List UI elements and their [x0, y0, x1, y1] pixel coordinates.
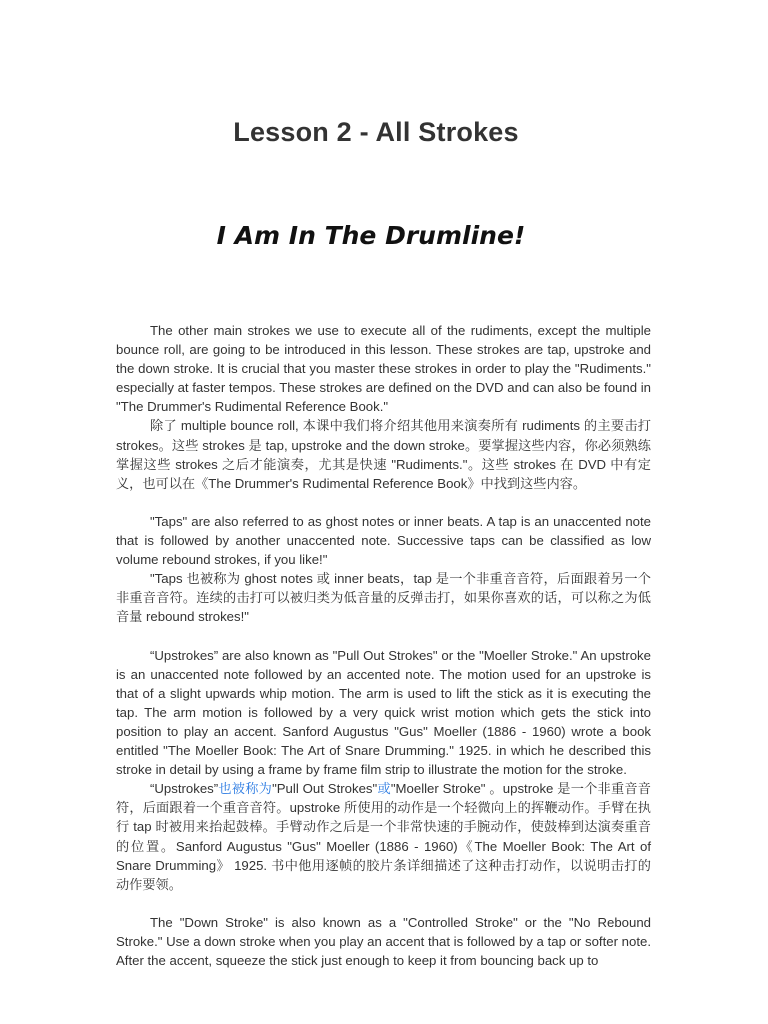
paragraph-gap: [116, 627, 651, 646]
text-run: "Pull Out Strokes": [272, 781, 378, 797]
paragraph-taps-intro-zh: 除了 multiple bounce roll, 本课中我们将介绍其他用来演奏所有 rudiments 的主要击打 strokes。这些 strokes 是 tap, upstroke and the down stroke。要掌握这些内容，你必须熟练掌握这些 strokes 之后才能演奏，尤其是快速 "Rudiments."。这些 strokes 在 DVD 中有定义，也可以在《The Drummer's Rudimental Reference Book》中找到这些内容。: [116, 418, 651, 491]
text-run: “Upstrokes”: [150, 781, 219, 797]
paragraph-upstrokes-en: “Upstrokes” are also known as "Pull Out Strokes" or the "Moeller Stroke." An upstroke is an unaccented note followed by an accented note. The motion used for an upstroke is that of a slight upwards whip motion. The arm is used to lift the stick as it is executing the tap. The arm motion is followed by a very quick wrist motion which gets the stick into position to play an accent. Sanford Augustus "Gus" Moeller (1886 - 1960) wrote a book entitled "The Moeller Book: The Art of Snare Drumming." 1925. in which he described this stroke in detail by using a frame by frame film strip to illustrate the motion for the stroke.: [116, 647, 651, 778]
document-body: [116, 321, 651, 970]
text-run: "Moeller Stroke": [390, 781, 490, 797]
paragraph-taps-intro-en: The other main strokes we use to execute all of the rudiments, except the multiple bounce roll, are going to be introduced in this lesson. These strokes are tap, upstroke and the down stroke. It is crucial that you master these strokes in order to play the "Rudiments." especially at faster tempos. These strokes are defined on the DVD and can also be found in "The Drummer's Rudimental Reference Book.": [116, 323, 651, 415]
text-run: 。upstroke 是一个非重音音符，后面跟着一个重音音符。upstroke 所使用的动作是一个轻微向上的挥鞭动作。手臂在执行 tap 时被用来抬起鼓棒。手臂动作之后是一个非常快速的手腕动作，使鼓棒到达演奏重音的位置。Sanford Augustus "Gus" Moeller (1886 - 1960)《The Moeller Book: The Art of Snare Drumming》 1925. 书中他用逐帧的胶片条详细描述了这种击打动作，以说明击打的动作要领。: [116, 781, 651, 892]
paragraph-upstrokes-zh: [116, 779, 651, 894]
paragraph-taps-zh: "Taps 也被称为 ghost notes 或 inner beats，tap 是一个非重音音符，后面跟着另一个非重音音符。连续的击打可以被归类为低音量的反弹击打，如果你喜欢的话，可以称之为低音量 rebound strokes!": [116, 571, 651, 625]
paragraph-gap: [116, 493, 651, 512]
highlighted-text: 或: [377, 781, 391, 797]
paragraph-taps-en: "Taps" are also referred to as ghost notes or inner beats. A tap is an unaccented note that is followed by another unaccented note. Successive taps can be classified as low volume rebound strokes, if you like!": [116, 513, 651, 568]
paragraph-down-stroke-en: The "Down Stroke" is also known as a "Controlled Stroke" or the "No Rebound Stroke." Use a down stroke when you play an accent that is followed by a tap or softer note. After the accent, squeeze the stick just enough to keep it from bouncing back up to: [116, 914, 651, 969]
page-subtitle: I Am In The Drumline!: [216, 221, 526, 250]
paragraph-gap: [116, 894, 651, 913]
highlighted-text: 也被称为: [218, 781, 273, 797]
page-title: Lesson 2 - All Strokes: [233, 117, 519, 147]
